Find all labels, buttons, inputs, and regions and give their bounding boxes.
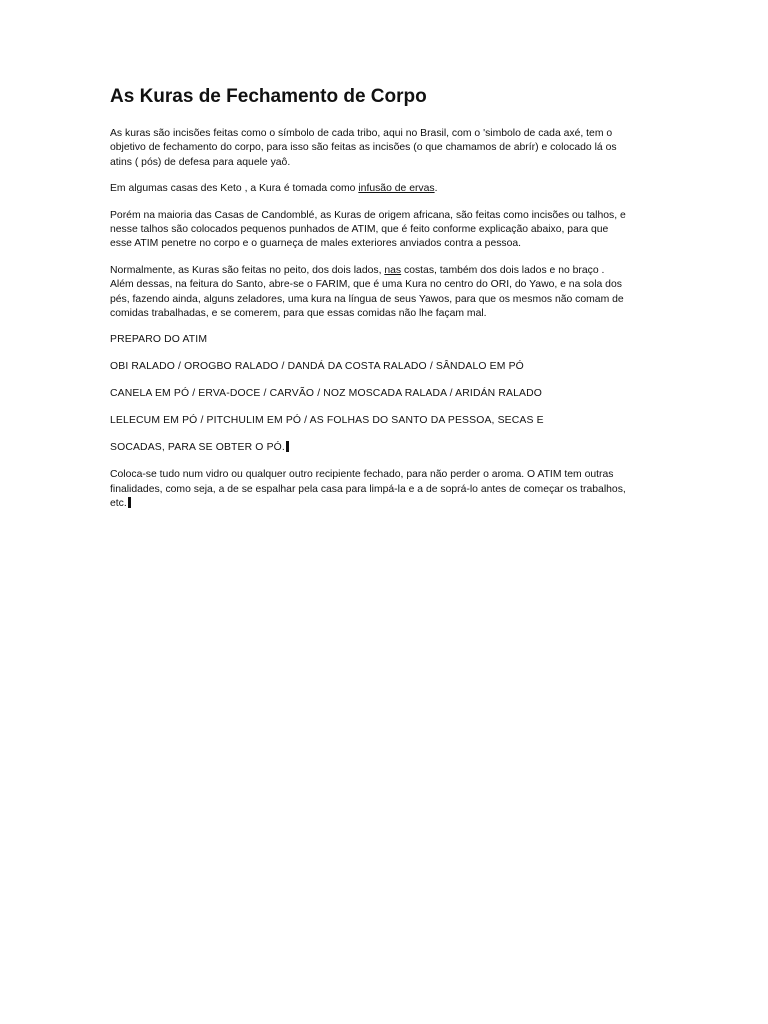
paragraph-line: esse ATIM penetre no corpo e o guarneça de males exteriores anviados contra a pessoa. (110, 238, 522, 250)
text-cursor-mark (286, 441, 289, 452)
paragraph-line: Coloca-se tudo num vidro ou qualquer outro recipiente fechado, para não perder o aroma. O ATIM tem outras (110, 469, 614, 481)
text-segment: etc. (110, 498, 127, 510)
paragraph-line (110, 497, 658, 511)
paragraph-line: Além dessas, na feitura do Santo, abre-se o FARIM, que é uma Kura no centro do ORI, do Yawo, e na sola dos (110, 279, 622, 291)
heading-preparo: PREPARO DO ATIM (110, 334, 208, 346)
paragraph-line: objetivo de fechamento do corpo, para isso são feitas as incisões (o que chamamos de abrír) e colocado lá os (110, 142, 617, 154)
document-page (110, 86, 658, 524)
ingredients-line-2: CANELA EM PÓ / ERVA-DOCE / CARVÃO / NOZ MOSCADA RALADA / ARIDÁN RALADO (110, 388, 543, 400)
ingredients-line-4 (110, 441, 658, 455)
paragraph-line: finalidades, como seja, a de se espalhar pela casa para limpá-la e a de soprá-lo antes de começar os trabalhos, (110, 483, 626, 495)
paragraph-line: pés, fazendo ainda, alguns zeladores, uma kura na língua de seus Yawos, para que os mesmos não comam de (110, 293, 624, 305)
document-title: As Kuras de Fechamento de Corpo (110, 86, 427, 107)
text-segment: . (434, 183, 438, 195)
paragraph-intro (110, 127, 658, 170)
paragraph-line: As kuras são incisões feitas como o símbolo de cada tribo, aqui no Brasil, com o 'simbolo de cada axé, tem o (110, 128, 613, 139)
text-cursor-mark (128, 497, 131, 508)
paragraph-keto (110, 182, 658, 196)
text-segment: costas, também dos dois lados e no braço . (401, 264, 605, 276)
infusao-link[interactable]: infusão de ervas (358, 183, 435, 195)
paragraph-line: nesse talhos são colocados pequenos punhados de ATIM, que é feito conforme explicação abaixo, para que (110, 224, 609, 236)
paragraph-normalmente (110, 264, 658, 322)
paragraph-line (110, 182, 658, 196)
paragraph-line: atins ( pós) de defesa para aquele yaô. (110, 156, 291, 168)
text-segment: SOCADAS, PARA SE OBTER O PÓ. (110, 442, 285, 454)
paragraph-coloca (110, 468, 658, 511)
paragraph-candomble (110, 209, 658, 252)
text-segment: Normalmente, as Kuras são feitas no peito, dos dois lados, (110, 264, 385, 276)
paragraph-line (110, 264, 658, 278)
paragraph-line: Porém na maioria das Casas de Candomblé, as Kuras de origem africana, são feitas como incisões ou talhos, e (110, 209, 626, 221)
ingredients-line-1: OBI RALADO / OROGBO RALADO / DANDÁ DA COSTA RALADO / SÂNDALO EM PÓ (110, 361, 524, 373)
paragraph-line: comidas trabalhadas, e se comerem, para que essas comidas não lhe façam mal. (110, 308, 487, 320)
nas-link[interactable]: nas (384, 264, 402, 276)
text-segment: Em algumas casas des Keto , a Kura é tomada como (110, 183, 359, 195)
ingredients-line-3: LELECUM EM PÓ / PITCHULIM EM PÓ / AS FOLHAS DO SANTO DA PESSOA, SECAS E (110, 415, 544, 427)
